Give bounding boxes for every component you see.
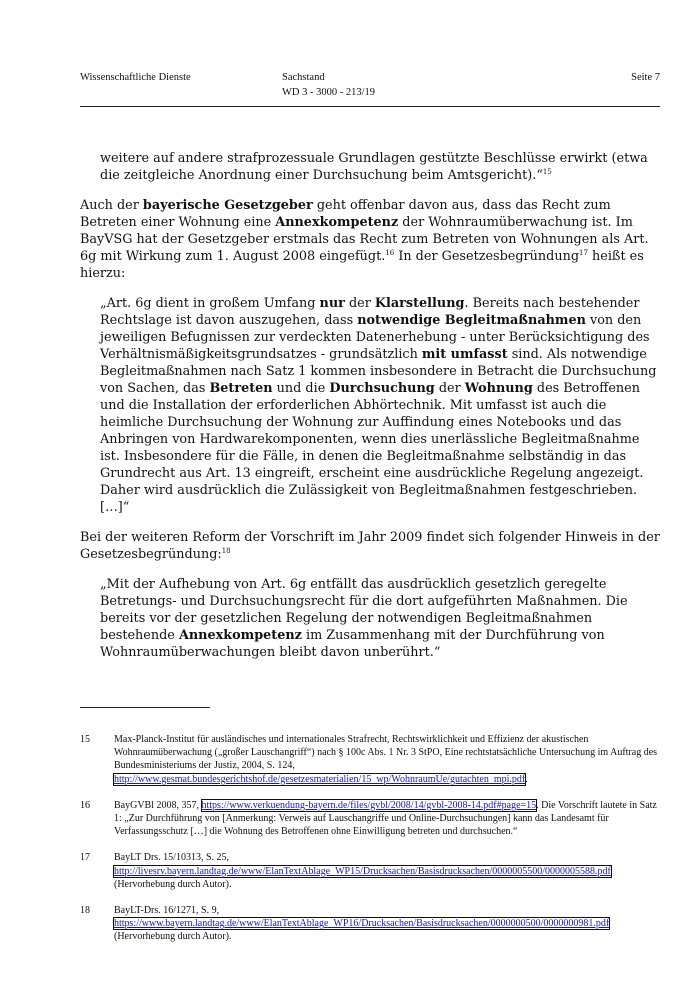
quote-art-6g: „Art. 6g dient in großem Umfang nur der Klarstellung. Bereits nach bestehender Rechtslage ist davon auszugehen, dass notwendige Begleitmaßnahmen von den jeweiligen Befugnissen zur verdeckten Datenerhebung - unter Berücksichtigung des Verhältnismäßigkeitsgrundsatzes - grundsätzlich mit umfasst sind. Als notwendige Begleitmaßnahmen nach Satz 1 kommen insbesondere in Betracht die Durchsuchung von Sachen, das Betreten und die Durchsuchung der Wohnung des Betroffenen und die Installation der erforderlichen Abhörtechnik. Mit umfasst ist auch die heimliche Durchsuchung der Wohnung zur Auffindung eines Notebooks und das Anbringen von Hardwarekomponenten, wenn dies unerlässliche Begleitmaßnahme ist. Insbesondere für die Fälle, in denen die Begleitmaßnahme selbständig in das Grundrecht aus Art. 13 eingreift, erscheint eine ausdrückliche Regelung angezeigt. Daher wird ausdrücklich die Zulässigkeit von Begleitmaßnahmen festgeschrieben. […]“ <box>100 296 657 515</box>
header-page-number: Seite 7 <box>631 72 660 83</box>
footnote-ref-17[interactable]: 17 <box>579 249 588 257</box>
footnote-17: 17 BayLT Drs. 15/10313, S. 25, http://livesrv.bayern.landtag.de/www/ElanTextAblage_WP15/Drucksachen/Basisdrucksachen/0000005500/0000005588.pdf (Hervorhebung durch Autor). <box>80 852 611 890</box>
paragraph-bavarian-legislator: Auch der bayerische Gesetzgeber geht offenbar davon aus, dass das Recht zum Betreten einer Wohnung eine Annexkompetenz der Wohnraumüberwachung ist. Im BayVSG hat der Gesetzgeber erstmals das Recht zum Betreten von Wohnungen als Art. 6g mit Wirkung zum 1. August 2008 eingefügt.$^{16}$ In der Gesetzesbegründung$^{17}$ heißt es hierzu: <box>80 198 649 281</box>
footnote-number: 16 <box>80 799 90 811</box>
footnote-18-link[interactable]: https://www.bayern.landtag.de/www/ElanTextAblage_WP16/Drucksachen/Basisdrucksachen/0000000500/0000000981.pdf <box>114 918 610 930</box>
footnote-number: 17 <box>80 852 90 864</box>
footnote-16: 16 BayGVBl 2008, 357, https://www.verkuendung-bayern.de/files/gvbl/2008/14/gvbl-2008-14.pdf#page=15. Die Vorschrift lautete in Satz 1: „Zur Durchführung von [Anmerkung: Verweis auf Lauschangriffe und Online-Durchsuchungen] kann das Landesamt für Verfassungsschutz […] die Wohnung des Betroffenen ohne Einwilligung betreten und durchsuchen.“ <box>80 799 657 838</box>
footnote-ref-15[interactable]: 15 <box>542 168 552 176</box>
header-doc-info <box>282 70 375 100</box>
footnote-16-link[interactable]: https://www.verkuendung-bayern.de/files/gvbl/2008/14/gvbl-2008-14.pdf#page=15 <box>201 799 537 811</box>
footnote-rule <box>80 707 210 708</box>
paragraph-continuation: weitere auf andere strafprozessuale Grundlagen gestützte Beschlüsse erwirkt (etwa die zeitgleiche Anordnung einer Durchsuchung beim Amtsgericht).“$^{15}$ <box>100 151 648 183</box>
paragraph-reform-2009: Bei der weiteren Reform der Vorschrift im Jahr 2009 findet sich folgender Hinweis in der Gesetzesbegründung:$^{18}$ <box>80 530 660 562</box>
quote-reform-2009: „Mit der Aufhebung von Art. 6g entfällt das ausdrücklich gesetzlich geregelte Betretungs- und Durchsuchungsrecht für die dort aufgeführten Maßnahmen. Die bereits vor der gesetzlichen Regelung der notwendigen Begleitmaßnahmen bestehende Annexkompetenz im Zusammenhang mit der Durchführung von Wohnraumüberwachungen bleibt davon unberührt.“ <box>100 577 628 660</box>
footnote-15: 15 Max-Planck-Institut für ausländisches und internationales Strafrecht, Rechtswirklichkeit und Effizienz der akustischen Wohnraumüberwachung („großer Lauschangriff“) nach § 100c Abs. 1 Nr. 3 StPO, Eine rechtstatsächliche Untersuchung im Auftrag des Bundesministeriums der Justiz, 2004, S. 124, http://www.gesmat.bundesgerichtshof.de/gesetzesmaterialien/15_wp/WohnraumUe/gutachten_mpi.pdf. <box>80 734 658 785</box>
header-org: Wissenschaftliche Dienste <box>80 72 191 83</box>
footnote-18: 18 BayLT-Drs. 16/1271, S. 9, https://www.bayern.landtag.de/www/ElanTextAblage_WP16/Drucksachen/Basisdrucksachen/0000000500/0000000981.pdf (Hervorhebung durch Autor). <box>80 905 610 943</box>
footnote-ref-18[interactable]: 18 <box>221 547 231 555</box>
footnote-number: 15 <box>80 734 90 745</box>
footnote-number: 18 <box>80 905 90 917</box>
footnote-17-link[interactable]: http://livesrv.bayern.landtag.de/www/ElanTextAblage_WP15/Drucksachen/Basisdrucksachen/0000005500/0000005588.pdf <box>114 865 611 877</box>
header-doc-id: WD 3 - 3000 - 213/19 <box>282 87 376 98</box>
footnote-ref-16[interactable]: 16 <box>385 249 395 257</box>
header-rule <box>80 106 660 107</box>
footnote-15-link[interactable]: http://www.gesmat.bundesgerichtshof.de/gesetzesmaterialien/15_wp/WohnraumUe/gutachten_mpi.pdf <box>114 773 526 785</box>
footnotes <box>80 733 660 957</box>
header-doc-type: Sachstand <box>282 72 325 83</box>
main-text <box>80 150 660 674</box>
